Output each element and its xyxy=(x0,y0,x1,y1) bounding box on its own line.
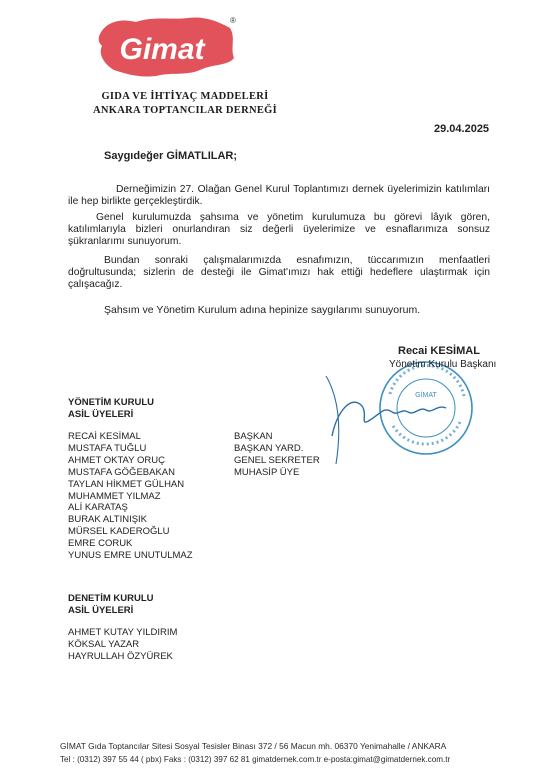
board-role-list xyxy=(234,431,320,479)
audit-heading xyxy=(68,593,154,617)
signature-scribble xyxy=(332,402,446,436)
paragraph-2: Genel kurulumuzda şahsıma ve yönetim kurulumuza bu görevi lâyık gören, katılımlarıyla bizleri onurlandıran siz değerli üyelerimize ve esnaflarımıza sonsuz şükranlarımı sunuyorum. xyxy=(68,212,490,248)
greeting: Saygıdeğer GİMATLILAR; xyxy=(104,150,238,162)
board-member: MUHAMMET YILMAZ xyxy=(68,490,161,502)
board-role: BAŞKAN xyxy=(234,431,273,442)
footer-address: GİMAT Gıda Toptancılar Sitesi Sosyal Tesisler Binası 372 / 56 Macun mh. 06370 Yenimahalle / ANKARA xyxy=(60,741,447,751)
gimat-logo xyxy=(96,14,238,80)
board-member: EMRE CORUK xyxy=(68,538,133,550)
stamp-inner-ring xyxy=(397,379,455,437)
stamp-and-signature xyxy=(318,356,498,474)
organization-name xyxy=(70,90,300,118)
stamp-outer-ring xyxy=(380,362,472,454)
logo-text: Gimat xyxy=(119,33,205,66)
board-heading xyxy=(68,397,154,421)
audit-member: AHMET KUTAY YILDIRIM xyxy=(68,627,178,638)
board-heading-line-1: YÖNETİM KURULU xyxy=(68,397,155,408)
board-member: ALİ KARATAŞ xyxy=(68,502,128,514)
audit-member: HAYRULLAH ÖZYÜREK xyxy=(68,650,173,662)
stamp-center-text: GİMAT xyxy=(415,392,437,399)
board-member: MÜRSEL KADEROĞLU xyxy=(68,526,170,538)
organization-line-1: GIDA VE İHTİYAÇ MADDELERİ xyxy=(101,91,269,102)
organization-line-2: ANKARA TOPTANCILAR DERNEĞİ xyxy=(93,105,277,116)
board-member: MUSTAFA GÖĞEBAKAN xyxy=(68,466,175,478)
board-member: TAYLAN HİKMET GÜLHAN xyxy=(68,478,185,490)
audit-heading-line-2: ASİL ÜYELERİ xyxy=(68,605,134,616)
board-heading-line-2: ASİL ÜYELERİ xyxy=(68,409,134,420)
board-member: RECAİ KESİMAL xyxy=(68,431,141,442)
signatory-title: Yönetim Kurulu Başkanı xyxy=(389,359,497,370)
board-member: MUSTAFA TUĞLU xyxy=(68,442,147,454)
audit-member: KÖKSAL YAZAR xyxy=(68,638,140,650)
signatory-name: Recai KESİMAL xyxy=(398,345,480,357)
registered-mark: ® xyxy=(230,16,236,25)
board-member: YUNUS EMRE UNUTULMAZ xyxy=(68,550,193,562)
board-member-list xyxy=(68,431,193,562)
audit-member-list xyxy=(68,627,177,663)
footer xyxy=(60,740,540,766)
board-role: GENEL SEKRETER xyxy=(234,454,320,466)
closing-line: Şahsım ve Yönetim Kurulum adına hepinize saygılarımı sunuyorum. xyxy=(104,304,421,316)
paragraph-3: Bundan sonraki çalışmalarımızda esnafımızın, tüccarımızın menfaatleri doğrultusunda; sizlerin de desteği ile Gimat'ımızı hak ettiği hedeflere ulaştırmak için çalışacağız. xyxy=(68,255,490,291)
board-member: BURAK ALTINIŞIK xyxy=(68,514,148,526)
audit-heading-line-1: DENETİM KURULU xyxy=(68,593,154,604)
board-role: MUHASİP ÜYE xyxy=(234,466,300,478)
letter-date: 29.04.2025 xyxy=(434,123,490,135)
paragraph-1: Derneğimizin 27. Olağan Genel Kurul Toplantımızı dernek üyelerimizin katılımları ile hep birlikte gerçekleştirdik. xyxy=(68,184,490,208)
board-role: BAŞKAN YARD. xyxy=(234,442,304,454)
board-member: AHMET OKTAY ORUÇ xyxy=(68,454,165,466)
footer-contact: Tel : (0312) 397 55 44 ( pbx) Faks : (0312) 397 62 81 gimatdernek.com.tr e-posta:gimat@gimatdernek.com.tr xyxy=(60,755,451,764)
